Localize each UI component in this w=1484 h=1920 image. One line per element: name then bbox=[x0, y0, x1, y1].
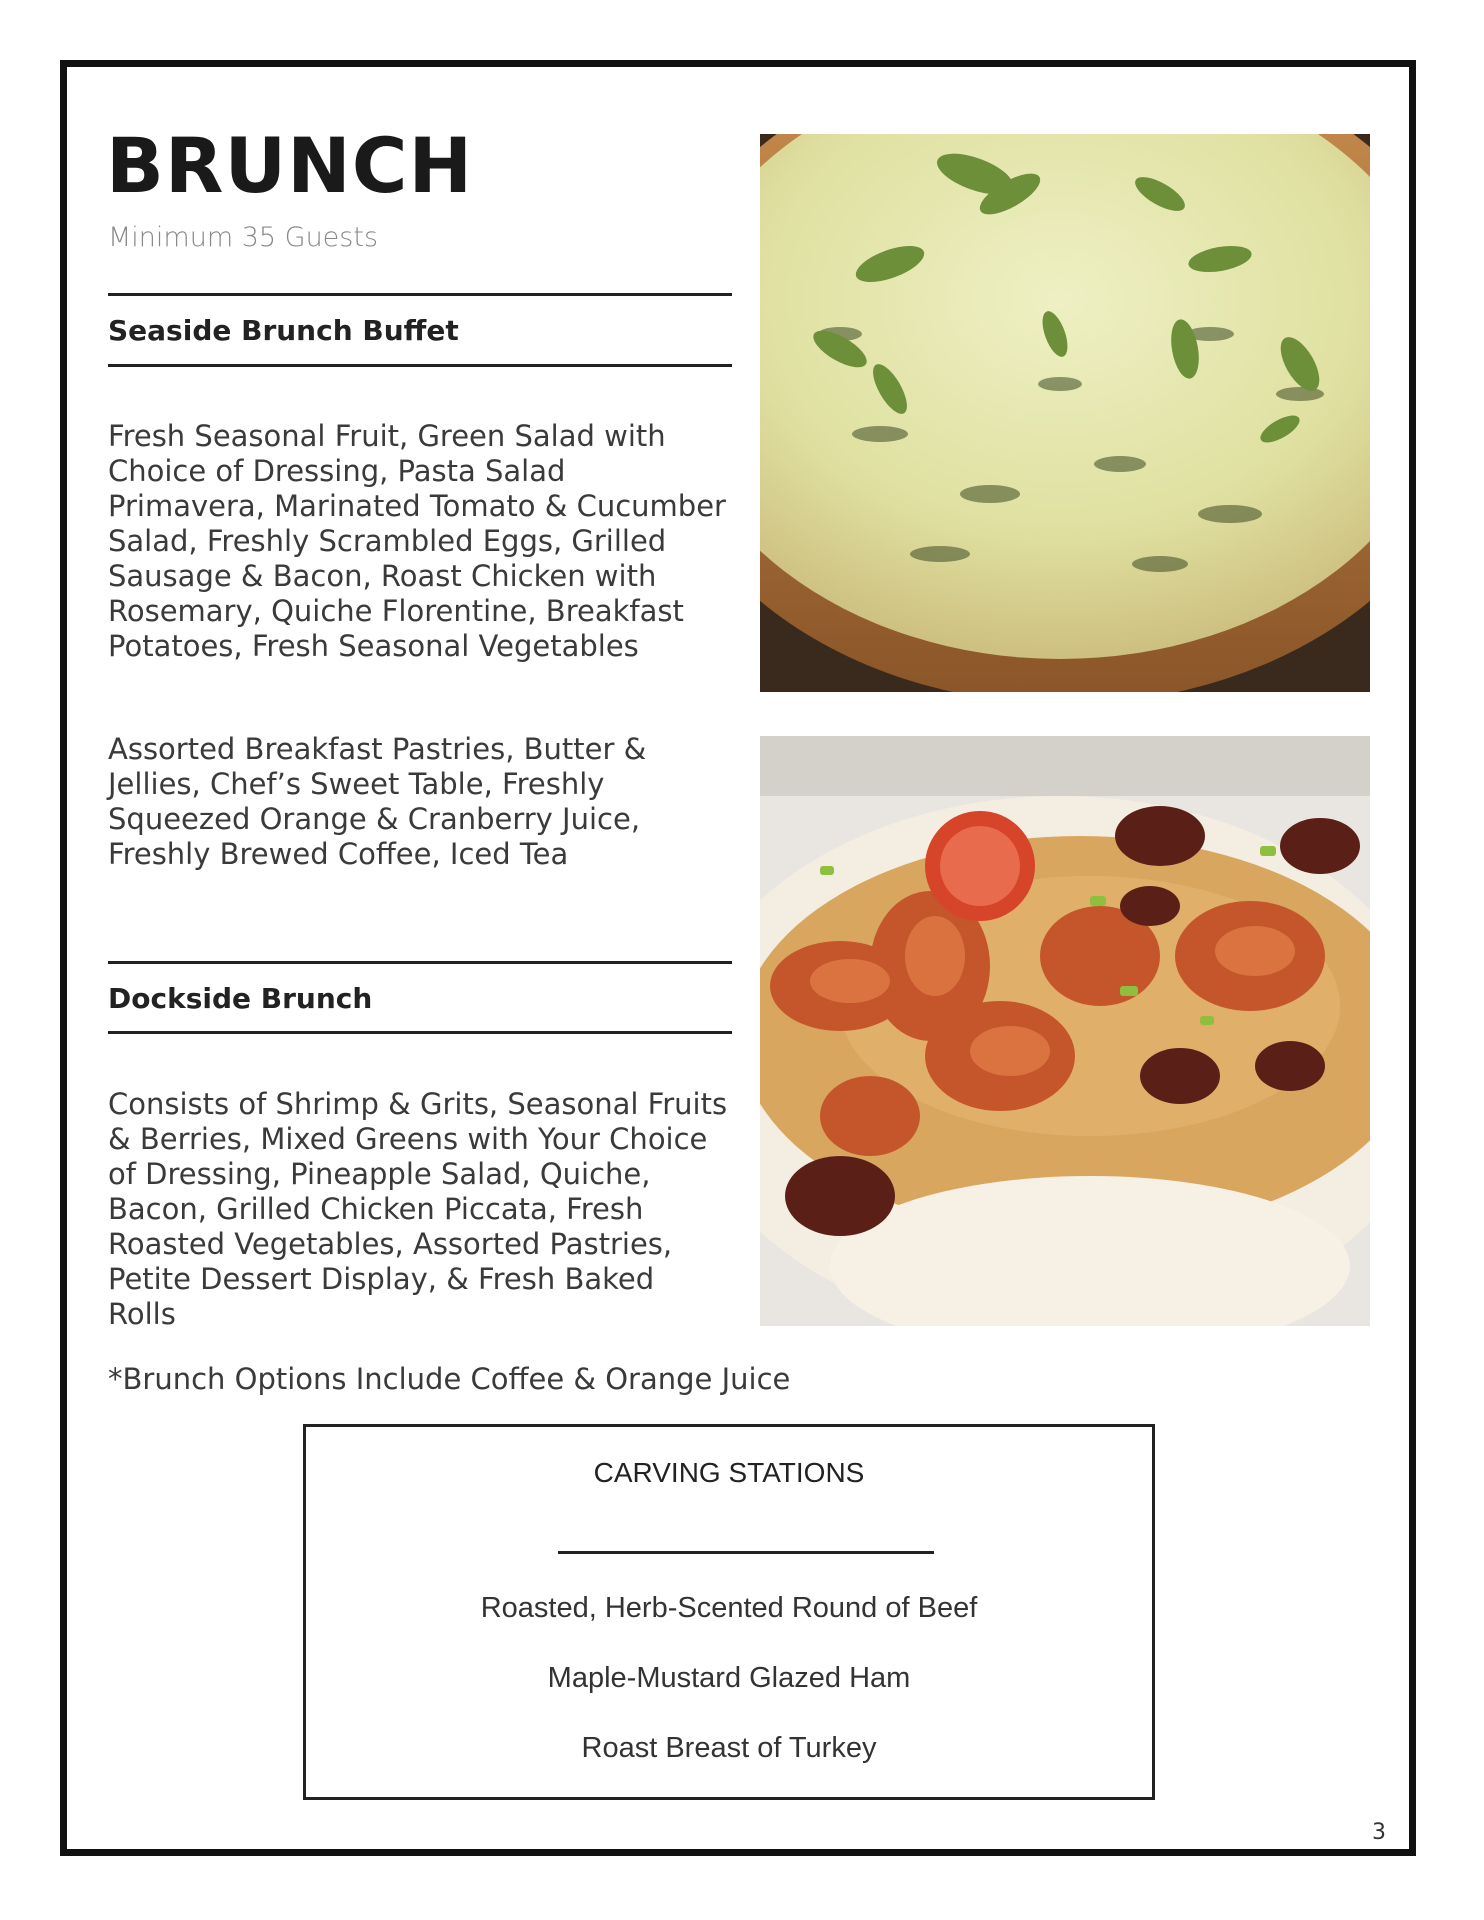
section-rule-bottom bbox=[108, 364, 732, 367]
page-subtitle: Minimum 35 Guests bbox=[108, 222, 379, 253]
carving-stations-title: CARVING STATIONS bbox=[593, 1457, 865, 1488]
seaside-menu-text-2: Assorted Breakfast Pastries, Butter & Jellies, Chef’s Sweet Table, Freshly Squeezed Orange & Cranberry Juice, Freshly Brewed Coffee, Iced Tea bbox=[108, 732, 647, 871]
brunch-note: *Brunch Options Include Coffee & Orange Juice bbox=[108, 1362, 791, 1396]
dockside-menu-text: Consists of Shrimp & Grits, Seasonal Fruits & Berries, Mixed Greens with Your Choice of Dressing, Pineapple Salad, Quiche, Bacon, Grilled Chicken Piccata, Fresh Roasted Vegetables, Assorted Pastries, Petite Dessert Display, & Fresh Baked Rolls bbox=[108, 1087, 728, 1331]
section-heading-dockside: Dockside Brunch bbox=[108, 982, 373, 1015]
section-heading-seaside: Seaside Brunch Buffet bbox=[108, 314, 459, 347]
section-rule-top bbox=[108, 293, 732, 296]
section-rule-top bbox=[108, 961, 732, 964]
carving-divider bbox=[558, 1551, 934, 1554]
carving-item-ham: Maple-Mustard Glazed Ham bbox=[547, 1662, 911, 1694]
carving-stations-box bbox=[303, 1424, 1155, 1800]
carving-item-turkey: Roast Breast of Turkey bbox=[581, 1732, 877, 1764]
carving-item-beef: Roasted, Herb-Scented Round of Beef bbox=[480, 1592, 978, 1624]
page-number: 3 bbox=[1372, 1820, 1386, 1845]
page-title: BRUNCH bbox=[106, 121, 474, 210]
quiche-photo bbox=[760, 134, 1370, 692]
shrimp-and-grits-photo bbox=[760, 736, 1370, 1326]
seaside-menu-text: Fresh Seasonal Fruit, Green Salad with Choice of Dressing, Pasta Salad Primavera, Marinated Tomato & Cucumber Salad, Freshly Scrambled Eggs, Grilled Sausage & Bacon, Roast Chicken with Rosemary, Quiche Florentine, Breakfast Potatoes, Fresh Seasonal Vegetables bbox=[108, 419, 726, 663]
section-rule-bottom bbox=[108, 1031, 732, 1034]
